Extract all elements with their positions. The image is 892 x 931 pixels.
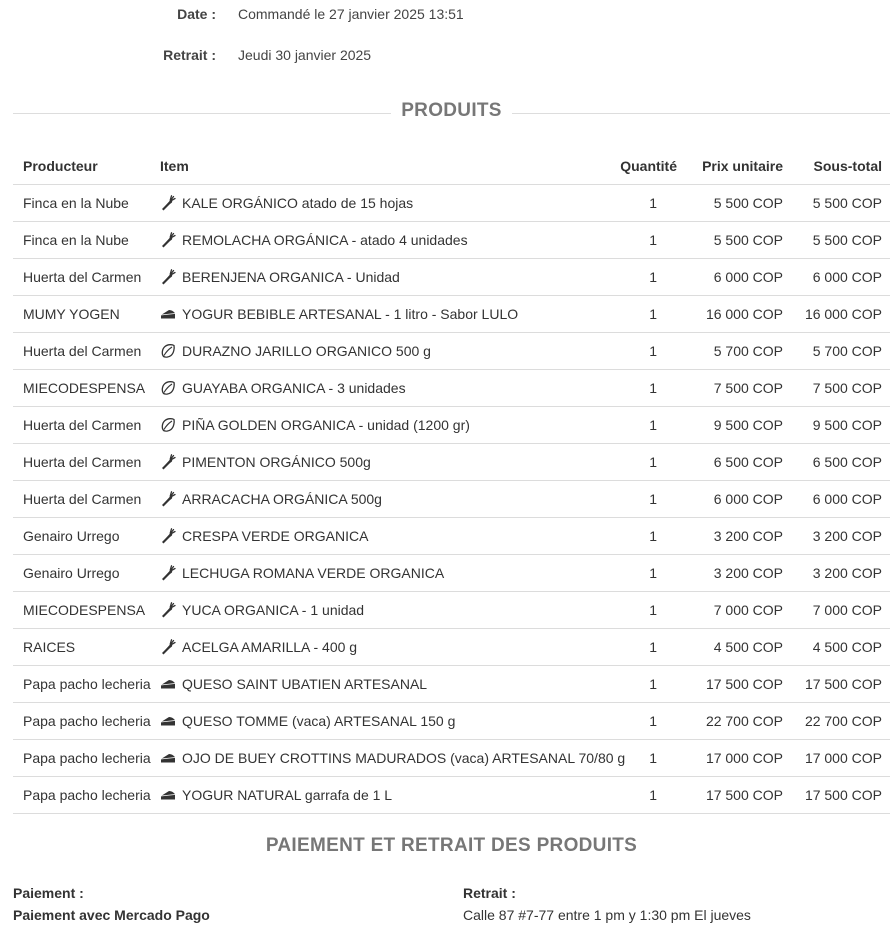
table-row [13, 296, 890, 333]
item-cell [156, 481, 601, 518]
item-cell [156, 333, 601, 370]
item-name: ACELGA AMARILLA - 400 g [182, 639, 358, 655]
item-cell [156, 703, 601, 740]
quantity-cell: 1 [601, 481, 685, 518]
item-cell [156, 370, 601, 407]
producer-cell: Papa pacho lecheria [13, 703, 156, 740]
item-name: QUESO SAINT UBATIEN ARTESANAL [182, 676, 428, 692]
item-name: QUESO TOMME (vaca) ARTESANAL 150 g [182, 713, 456, 729]
producer-cell: Huerta del Carmen [13, 259, 156, 296]
unit-price-cell: 9 500 COP [685, 407, 791, 444]
item-name: YUCA ORGANICA - 1 unidad [182, 602, 365, 618]
subtotal-cell: 4 500 COP [791, 629, 890, 666]
table-row [13, 333, 890, 370]
subtotal-cell: 7 000 COP [791, 592, 890, 629]
quantity-cell: 1 [601, 666, 685, 703]
table-row [13, 629, 890, 666]
quantity-cell: 1 [601, 333, 685, 370]
quantity-cell: 1 [601, 703, 685, 740]
order-date-value: Commandé le 27 janvier 2025 13:51 [238, 6, 464, 22]
item-cell [156, 518, 601, 555]
producer-cell: RAICES [13, 629, 156, 666]
unit-price-cell: 3 200 COP [685, 555, 791, 592]
payment-section-title: PAIEMENT ET RETRAIT DES PRODUITS [265, 835, 638, 856]
subtotal-cell: 3 200 COP [791, 555, 890, 592]
order-date-label: Date : [177, 6, 216, 22]
cheese-icon [160, 750, 176, 766]
subtotal-cell: 6 000 COP [791, 481, 890, 518]
table-row [13, 740, 890, 777]
producer-cell: MIECODESPENSA [13, 370, 156, 407]
order-pickup-label: Retrait : [163, 47, 216, 63]
table-row [13, 481, 890, 518]
payment-value: Paiement avec Mercado Pago [13, 907, 210, 923]
quantity-cell: 1 [601, 407, 685, 444]
products-section-title [13, 100, 890, 126]
quantity-cell: 1 [601, 592, 685, 629]
item-name: PIÑA GOLDEN ORGANICA - unidad (1200 gr) [182, 417, 470, 433]
unit-price-cell: 4 500 COP [685, 629, 791, 666]
item-name: GUAYABA ORGANICA - 3 unidades [182, 380, 406, 396]
item-name: PIMENTON ORGÁNICO 500g [182, 454, 371, 470]
unit-price-cell: 5 500 COP [685, 185, 791, 222]
carrot-icon [160, 565, 176, 581]
quantity-cell: 1 [601, 185, 685, 222]
producer-cell: Finca en la Nube [13, 185, 156, 222]
item-cell [156, 740, 626, 777]
carrot-icon [160, 195, 176, 211]
product-rows [13, 185, 890, 814]
header-item: Item [156, 148, 601, 185]
item-name: KALE ORGÁNICO atado de 15 hojas [182, 195, 414, 211]
unit-price-cell: 6 000 COP [685, 259, 791, 296]
cheese-icon [160, 787, 176, 803]
table-row [13, 703, 890, 740]
carrot-icon [160, 491, 176, 507]
producer-cell: MIECODESPENSA [13, 592, 156, 629]
quantity-cell: 1 [601, 444, 685, 481]
fruit-icon [160, 417, 176, 433]
quantity-cell: 1 [601, 777, 685, 814]
unit-price-cell: 16 000 COP [685, 296, 791, 333]
title-rule-left [13, 113, 398, 114]
table-row [13, 777, 890, 814]
table-row [13, 444, 890, 481]
quantity-cell: 1 [601, 222, 685, 259]
payment-label: Paiement : [13, 885, 84, 901]
item-name: BERENJENA ORGANICA - Unidad [182, 269, 400, 285]
subtotal-cell: 16 000 COP [791, 296, 890, 333]
carrot-icon [160, 269, 176, 285]
table-row [13, 259, 890, 296]
unit-price-cell: 3 200 COP [685, 518, 791, 555]
header-producer: Producteur [13, 148, 156, 185]
unit-price-cell: 5 500 COP [685, 222, 791, 259]
subtotal-cell: 3 200 COP [791, 518, 890, 555]
products-title: PRODUITS [391, 100, 512, 122]
carrot-icon [160, 639, 176, 655]
subtotal-cell: 6 500 COP [791, 444, 890, 481]
subtotal-cell: 9 500 COP [791, 407, 890, 444]
item-cell [156, 555, 601, 592]
cheese-icon [160, 306, 176, 322]
producer-cell: Papa pacho lecheria [13, 740, 156, 777]
producer-cell: Huerta del Carmen [13, 444, 156, 481]
unit-price-cell: 17 000 COP [685, 740, 791, 777]
carrot-icon [160, 454, 176, 470]
unit-price-cell: 7 500 COP [685, 370, 791, 407]
producer-cell: MUMY YOGEN [13, 296, 156, 333]
carrot-icon [160, 602, 176, 618]
unit-price-cell: 6 000 COP [685, 481, 791, 518]
item-name: YOGUR NATURAL garrafa de 1 L [182, 787, 393, 803]
item-cell [156, 222, 601, 259]
subtotal-cell: 17 000 COP [791, 740, 890, 777]
item-name: LECHUGA ROMANA VERDE ORGANICA [182, 565, 445, 581]
item-name: DURAZNO JARILLO ORGANICO 500 g [182, 343, 431, 359]
subtotal-cell: 5 500 COP [791, 185, 890, 222]
subtotal-cell: 17 500 COP [791, 777, 890, 814]
unit-price-cell: 22 700 COP [685, 703, 791, 740]
producer-cell: Huerta del Carmen [13, 407, 156, 444]
title-rule-right [505, 113, 890, 114]
item-cell [156, 777, 601, 814]
quantity-cell: 1 [601, 370, 685, 407]
producer-cell: Genairo Urrego [13, 518, 156, 555]
subtotal-cell: 5 700 COP [791, 333, 890, 370]
subtotal-cell: 7 500 COP [791, 370, 890, 407]
table-row [13, 222, 890, 259]
table-row [13, 185, 890, 222]
cheese-icon [160, 676, 176, 692]
producer-cell: Genairo Urrego [13, 555, 156, 592]
cheese-icon [160, 713, 176, 729]
pickup-value: Calle 87 #7-77 entre 1 pm y 1:30 pm El jueves [463, 907, 751, 923]
unit-price-cell: 17 500 COP [685, 666, 791, 703]
item-cell [156, 629, 601, 666]
table-row [13, 555, 890, 592]
table-row [13, 592, 890, 629]
item-name: ARRACACHA ORGÁNICA 500g [182, 491, 382, 507]
quantity-cell: 1 [601, 259, 685, 296]
header-subtotal: Sous-total [791, 148, 890, 185]
producer-cell: Huerta del Carmen [13, 333, 156, 370]
quantity-cell: 1 [601, 629, 685, 666]
subtotal-cell: 5 500 COP [791, 222, 890, 259]
table-row [13, 407, 890, 444]
item-name: REMOLACHA ORGÁNICA - atado 4 unidades [182, 232, 468, 248]
producer-cell: Papa pacho lecheria [13, 666, 156, 703]
producer-cell: Finca en la Nube [13, 222, 156, 259]
carrot-icon [160, 528, 176, 544]
item-name: YOGUR BEBIBLE ARTESANAL - 1 litro - Sabor LULO [182, 306, 519, 322]
order-pickup-value: Jeudi 30 janvier 2025 [238, 47, 372, 63]
item-cell [156, 666, 601, 703]
quantity-cell: 1 [601, 740, 685, 777]
item-name: OJO DE BUEY CROTTINS MADURADOS (vaca) ARTESANAL 70/80 g [182, 750, 626, 766]
carrot-icon [160, 232, 176, 248]
subtotal-cell: 22 700 COP [791, 703, 890, 740]
table-row [13, 666, 890, 703]
unit-price-cell: 17 500 COP [685, 777, 791, 814]
header-quantity: Quantité [601, 148, 685, 185]
table-row [13, 370, 890, 407]
subtotal-cell: 17 500 COP [791, 666, 890, 703]
item-cell [156, 407, 601, 444]
table-header-row [13, 148, 890, 185]
item-cell [156, 296, 601, 333]
products-table [13, 148, 890, 814]
table-row [13, 518, 890, 555]
unit-price-cell: 5 700 COP [685, 333, 791, 370]
quantity-cell: 1 [601, 555, 685, 592]
unit-price-cell: 7 000 COP [685, 592, 791, 629]
subtotal-cell: 6 000 COP [791, 259, 890, 296]
item-cell [156, 592, 601, 629]
quantity-cell: 1 [601, 296, 685, 333]
item-cell [156, 185, 601, 222]
quantity-cell: 1 [601, 518, 685, 555]
producer-cell: Huerta del Carmen [13, 481, 156, 518]
header-unit-price: Prix unitaire [685, 148, 791, 185]
fruit-icon [160, 343, 176, 359]
item-cell [156, 444, 601, 481]
item-name: CRESPA VERDE ORGANICA [182, 528, 369, 544]
producer-cell: Papa pacho lecheria [13, 777, 156, 814]
pickup-label: Retrait : [463, 885, 516, 901]
fruit-icon [160, 380, 176, 396]
unit-price-cell: 6 500 COP [685, 444, 791, 481]
item-cell [156, 259, 601, 296]
